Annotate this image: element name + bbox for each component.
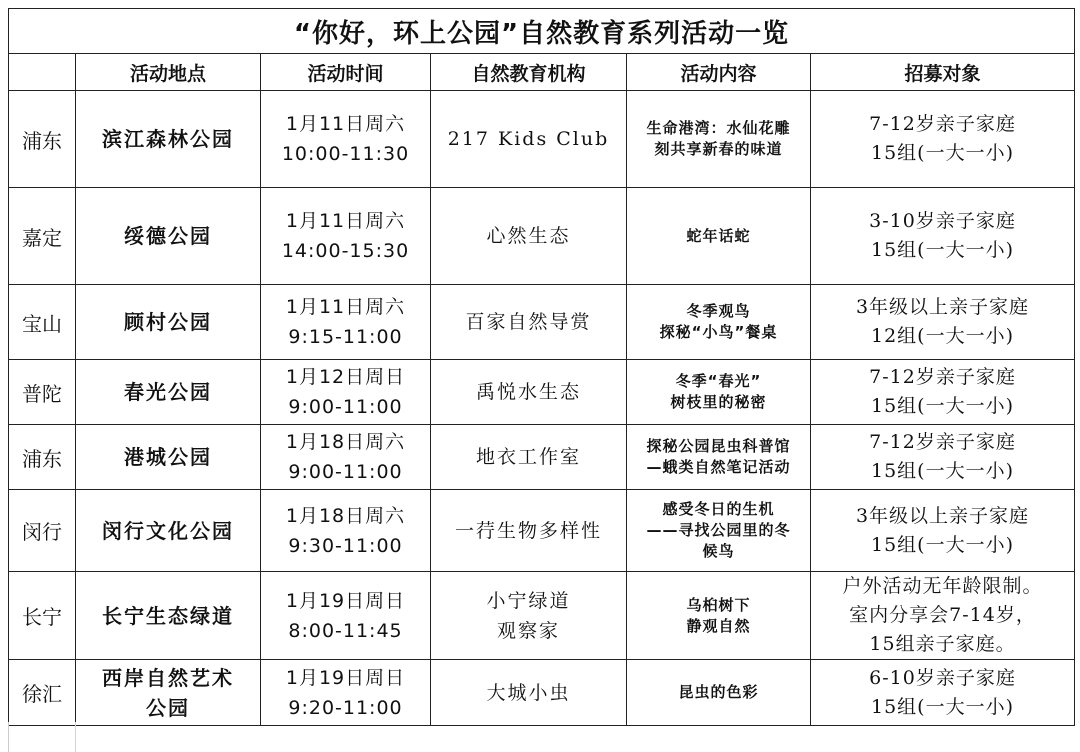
target-cell [811,490,1075,572]
time-line: 14:00-15:30 [281,240,410,262]
location-line: 闵行文化公园 [102,518,234,543]
time-line: 1月19日周日 [285,589,406,612]
district-cell: 长宁 [9,572,76,660]
header-target: 招募对象 [811,54,1075,91]
organization-line: 217 Kids Club [447,128,610,150]
content-line: 冬季观鸟 [686,302,751,320]
time-cell [261,91,431,188]
location-cell [76,91,261,188]
time-cell [261,490,431,572]
footer-cell [9,722,76,752]
content-cell [627,572,811,660]
content-line: 昆虫的色彩 [678,683,759,701]
time-cell [261,285,431,360]
table-row [9,490,1075,572]
time-cell [261,572,431,660]
content-line: 候鸟 [702,542,735,560]
location-line: 滨江森林公园 [102,127,234,151]
target-line: 15组(一大一小) [870,395,1014,417]
content-cell [627,490,811,572]
content-line: 探秘“小鸟”餐桌 [659,323,778,341]
target-line: 15组(一大一小) [870,533,1014,556]
target-line: 3年级以上亲子家庭 [855,296,1030,318]
organization-cell [431,425,627,490]
header-location: 活动地点 [76,54,261,91]
content-cell [627,285,811,360]
table-row [9,188,1075,285]
table-title: “你好，环上公园”自然教育系列活动一览 [9,9,1075,54]
organization-line: 心然生态 [486,225,571,247]
time-line: 9:15-11:00 [288,326,403,348]
header-district [9,54,76,91]
table-row [9,425,1075,490]
target-cell [811,91,1075,188]
organization-cell [431,91,627,188]
content-cell [627,425,811,490]
time-cell [261,660,431,726]
organization-cell [431,188,627,285]
target-cell [811,425,1075,490]
header-time: 活动时间 [261,54,431,91]
target-cell [811,285,1075,360]
table-row [9,285,1075,360]
time-line: 8:00-11:45 [288,619,403,642]
target-line: 15组(一大一小) [870,142,1014,164]
content-line: 树枝里的秘密 [670,393,767,411]
time-line: 9:20-11:00 [288,696,403,719]
district-cell: 闵行 [9,490,76,572]
location-cell [76,490,261,572]
time-line: 9:30-11:00 [288,534,403,557]
target-cell [811,572,1075,660]
location-line: 西岸自然艺术 [102,665,234,690]
organization-cell [431,285,627,360]
content-cell [627,91,811,188]
header-organization: 自然教育机构 [431,54,627,91]
location-line: 港城公园 [124,445,212,469]
target-line: 户外活动无年龄限制。 [842,575,1043,597]
organization-line: 地衣工作室 [475,446,581,468]
location-line: 顾村公园 [124,310,212,334]
time-line: 1月11日周六 [285,210,406,232]
target-line: 6-10岁亲子家庭 [869,666,1016,689]
content-line: 生命港湾：水仙花雕 [646,119,791,137]
time-line: 1月11日周六 [285,296,406,318]
location-line: 绥德公园 [124,224,212,248]
organization-line: 大城小虫 [486,681,571,704]
time-line: 1月18日周六 [285,504,406,527]
content-line: 冬季“春光” [675,372,762,390]
content-line: —蛾类自然笔记活动 [646,458,791,476]
content-line: ——寻找公园里的冬 [646,521,791,539]
target-line: 7-12岁亲子家庭 [869,431,1016,453]
organization-cell [431,360,627,425]
location-cell [76,188,261,285]
time-line: 1月18日周六 [285,431,406,453]
time-line: 1月19日周日 [285,666,406,689]
activity-table [8,8,1075,726]
location-cell [76,360,261,425]
location-cell [76,660,261,726]
header-content: 活动内容 [627,54,811,91]
location-line: 长宁生态绿道 [102,603,234,628]
target-line: 3-10岁亲子家庭 [869,210,1016,232]
target-cell [811,660,1075,726]
time-line: 1月11日周六 [285,113,406,135]
time-line: 9:00-11:00 [288,461,403,483]
location-cell [76,285,261,360]
organization-line: 百家自然导赏 [465,311,592,333]
target-line: 7-12岁亲子家庭 [869,366,1016,388]
table-row [9,91,1075,188]
organization-cell [431,572,627,660]
location-cell [76,425,261,490]
district-cell: 徐汇 [9,660,76,726]
time-line: 9:00-11:00 [288,396,403,418]
footer-strip [8,722,259,752]
time-line: 1月12日周日 [285,366,406,388]
content-cell [627,188,811,285]
district-cell: 宝山 [9,285,76,360]
district-cell: 普陀 [9,360,76,425]
organization-line: 小宁绿道 [486,589,571,612]
target-cell [811,360,1075,425]
content-line: 感受冬日的生机 [662,500,775,518]
organization-cell [431,660,627,726]
table-row [9,660,1075,726]
district-cell: 嘉定 [9,188,76,285]
organization-line: 观察家 [496,619,560,642]
organization-cell [431,490,627,572]
time-cell [261,360,431,425]
target-line: 3年级以上亲子家庭 [855,504,1030,527]
location-line: 公园 [146,695,190,720]
target-line: 12组(一大一小) [870,325,1014,347]
location-cell [76,572,261,660]
target-line: 室内分享会7-14岁， [849,604,1036,626]
content-line: 探秘公园昆虫科普馆 [646,437,791,455]
target-cell [811,188,1075,285]
time-line: 10:00-11:30 [281,143,410,165]
organization-line: 一荇生物多样性 [454,519,602,542]
district-cell: 浦东 [9,91,76,188]
target-line: 15组(一大一小) [870,460,1014,482]
content-line: 乌桕树下 [686,595,751,614]
target-line: 15组(一大一小) [870,695,1014,718]
organization-line: 禹悦水生态 [475,381,581,403]
target-line: 7-12岁亲子家庭 [869,113,1016,135]
content-line: 刻共享新春的味道 [654,140,783,158]
district-cell: 浦东 [9,425,76,490]
table-row [9,360,1075,425]
content-line: 静观自然 [686,616,751,635]
content-cell [627,360,811,425]
target-line: 15组亲子家庭。 [869,633,1016,655]
content-cell [627,660,811,726]
location-line: 春光公园 [124,380,212,404]
table-row [9,572,1075,660]
target-line: 15组(一大一小) [870,239,1014,261]
content-line: 蛇年话蛇 [686,226,751,245]
time-cell [261,425,431,490]
time-cell [261,188,431,285]
